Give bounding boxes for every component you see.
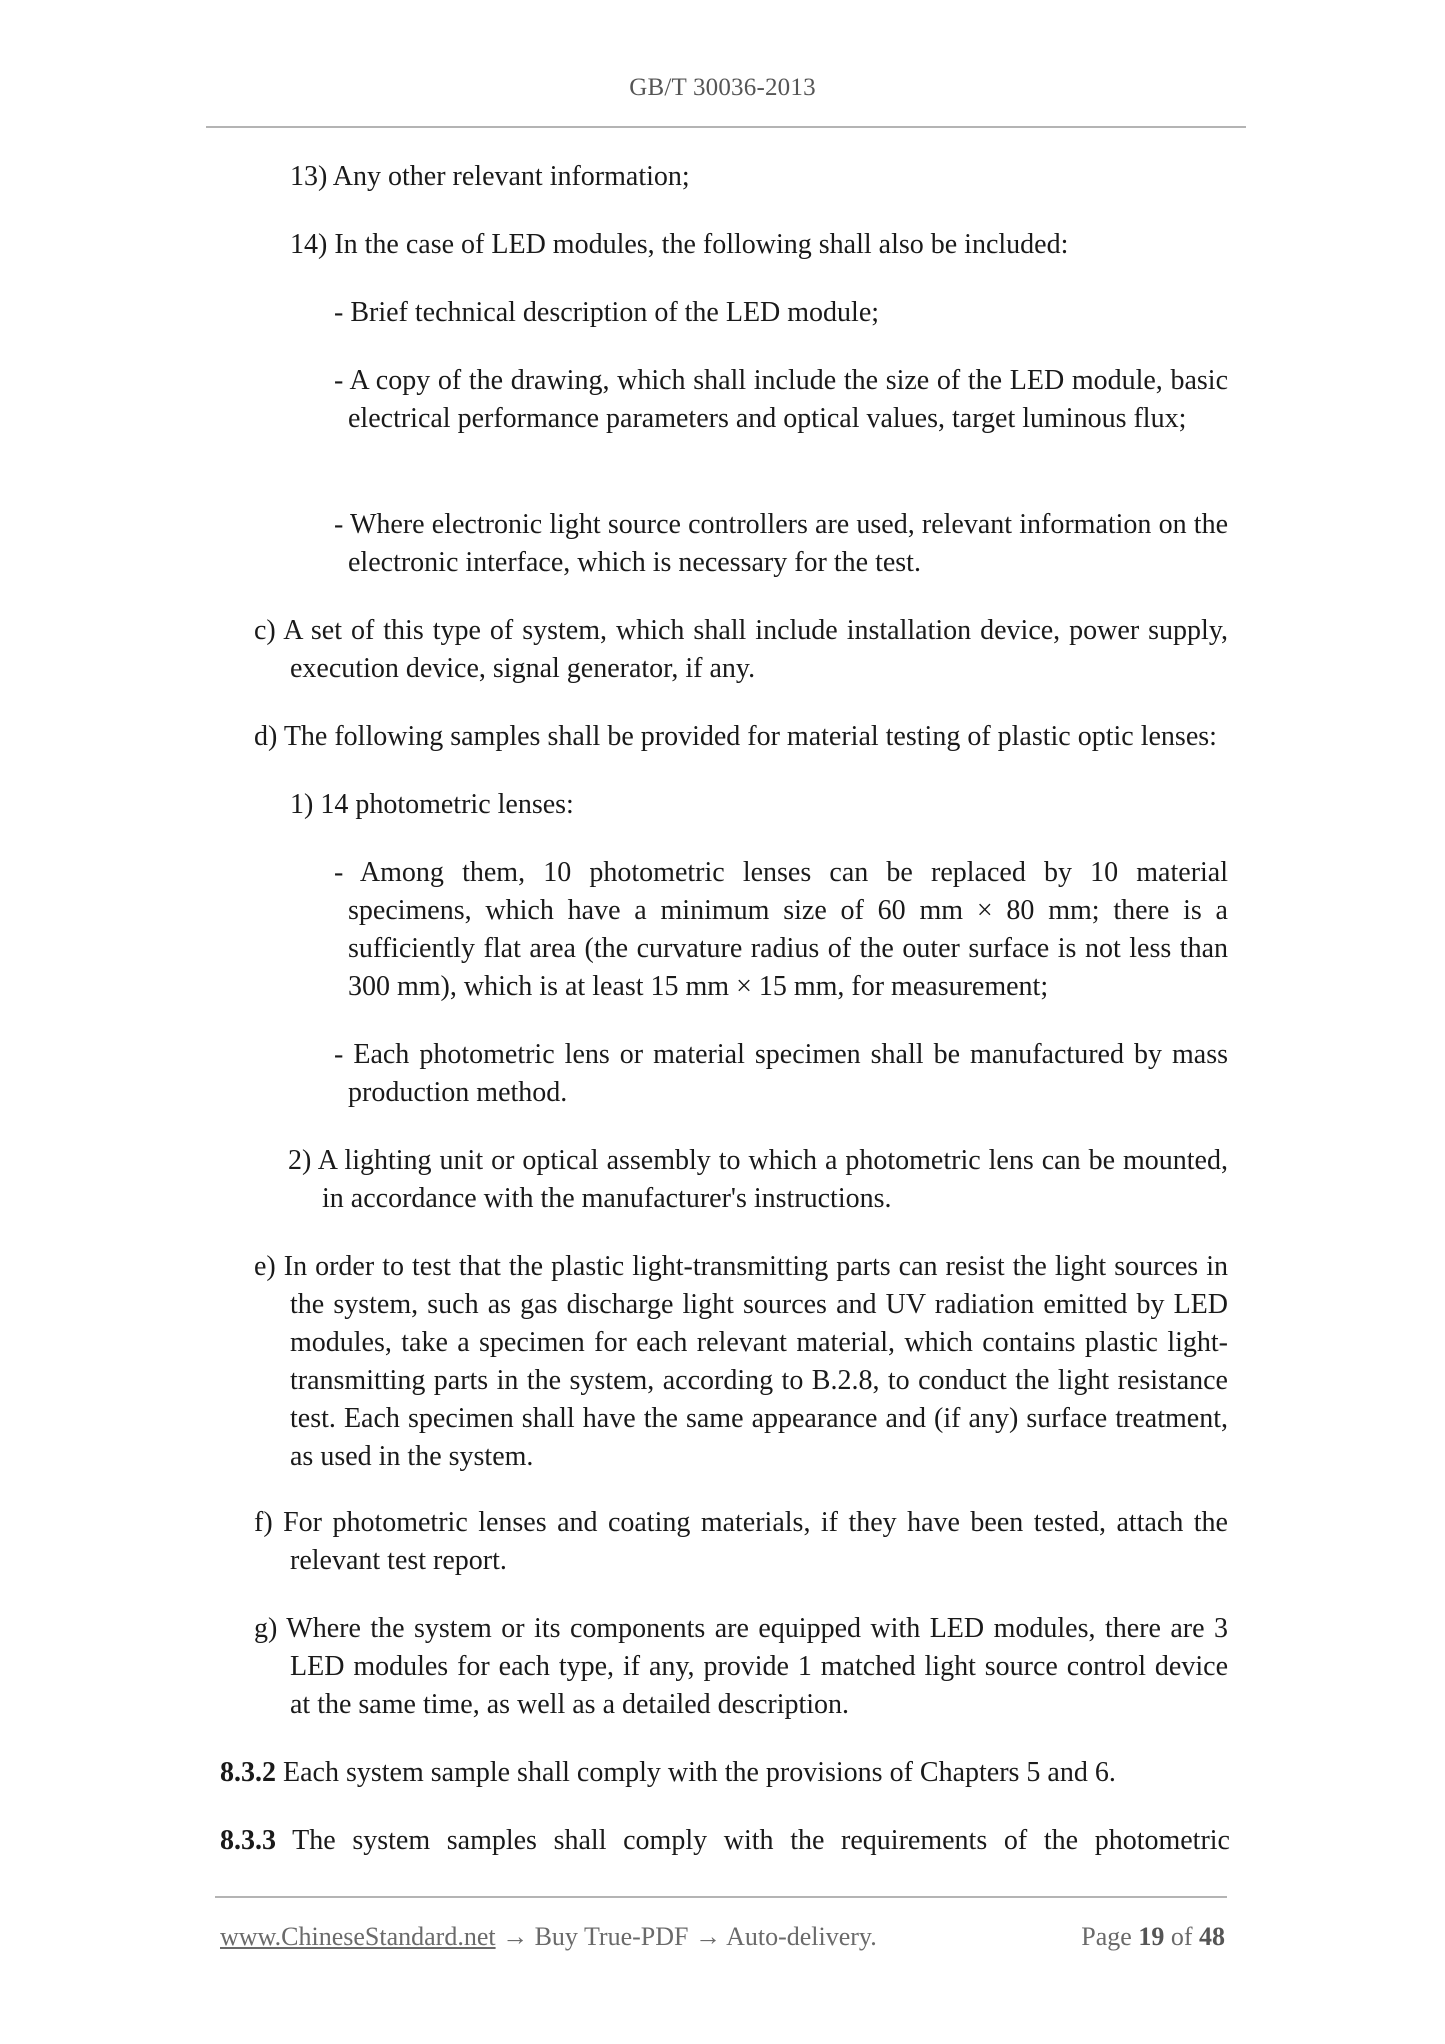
list-item-e: e) In order to test that the plastic light-transmitting parts can resist the light sources in the system, such as gas discharge light sources and UV radiation emitted by LED modules, take a specimen for each relevant material, which contains plastic light-transmitting parts in the system, according to B.2.8, to conduct the light resistance test. Each specimen shall have the same appearance and (if any) surface treatment, as used in the system. (254, 1251, 1228, 1472)
list-item-14-dash-1: - Brief technical description of the LED module; (334, 297, 880, 328)
clause-8-3-2 (220, 1754, 1230, 1792)
list-item-14-dash-3: - Where electronic light source controllers are used, relevant information on the electronic interface, which is necessary for the test. (334, 509, 1228, 578)
clause-8-3-3 (220, 1822, 1230, 1860)
auto-delivery-text: Auto-delivery. (726, 1922, 877, 1951)
page-indicator (1081, 1922, 1225, 1952)
clause-8-3-2-text: Each system sample shall comply with the provisions of Chapters 5 and 6. (276, 1757, 1116, 1788)
list-item-d-1-dash-1: - Among them, 10 photometric lenses can be replaced by 10 material specimens, which have a minimum size of 60 mm × 80 mm; there is a sufficiently flat area (the curvature radius of the outer surface is not less than 300 mm), which is at least 15 mm × 15 mm, for measurement; (334, 857, 1228, 1002)
list-item-d-1-dash-2: - Each photometric lens or material specimen shall be manufactured by mass production method. (334, 1039, 1228, 1108)
list-item-14: 14) In the case of LED modules, the following shall also be included: (290, 229, 1069, 260)
page-number: 19 (1138, 1922, 1165, 1951)
list-item-d: d) The following samples shall be provided for material testing of plastic optic lenses: (254, 721, 1217, 752)
footer-promo (220, 1922, 877, 1952)
buy-true-pdf-text: Buy True-PDF (534, 1922, 689, 1951)
website-link[interactable]: www.ChineseStandard.net (220, 1922, 496, 1951)
arrow-right-icon: → (495, 1922, 535, 1951)
list-item-d-2: 2) A lighting unit or optical assembly to which a photometric lens can be mounted, in accordance with the manufacturer's instructions. (288, 1145, 1228, 1214)
clause-8-3-3-number: 8.3.3 (220, 1825, 276, 1856)
list-item-c: c) A set of this type of system, which shall include installation device, power supply, execution device, signal generator, if any. (254, 615, 1228, 684)
of-label: of (1164, 1922, 1199, 1951)
list-item-g: g) Where the system or its components are equipped with LED modules, there are 3 LED modules for each type, if any, provide 1 matched light source control device at the same time, as well as a detailed description. (254, 1613, 1228, 1720)
arrow-right-icon: → (688, 1922, 727, 1951)
footer-divider (215, 1896, 1227, 1898)
clause-8-3-2-number: 8.3.2 (220, 1757, 276, 1788)
list-item-13: 13) Any other relevant information; (290, 161, 690, 192)
list-item-d-1: 1) 14 photometric lenses: (290, 789, 574, 820)
document-id-header: GB/T 30036-2013 (629, 74, 816, 101)
page-label: Page (1081, 1922, 1139, 1951)
list-item-14-dash-2: - A copy of the drawing, which shall include the size of the LED module, basic electrical performance parameters and optical values, target luminous flux; (334, 365, 1228, 434)
list-item-f: f) For photometric lenses and coating materials, if they have been tested, attach the relevant test report. (254, 1507, 1228, 1576)
header-divider (206, 126, 1246, 128)
total-pages: 48 (1199, 1922, 1225, 1951)
clause-8-3-3-text: The system samples shall comply with the requirements of the photometric (276, 1825, 1230, 1856)
